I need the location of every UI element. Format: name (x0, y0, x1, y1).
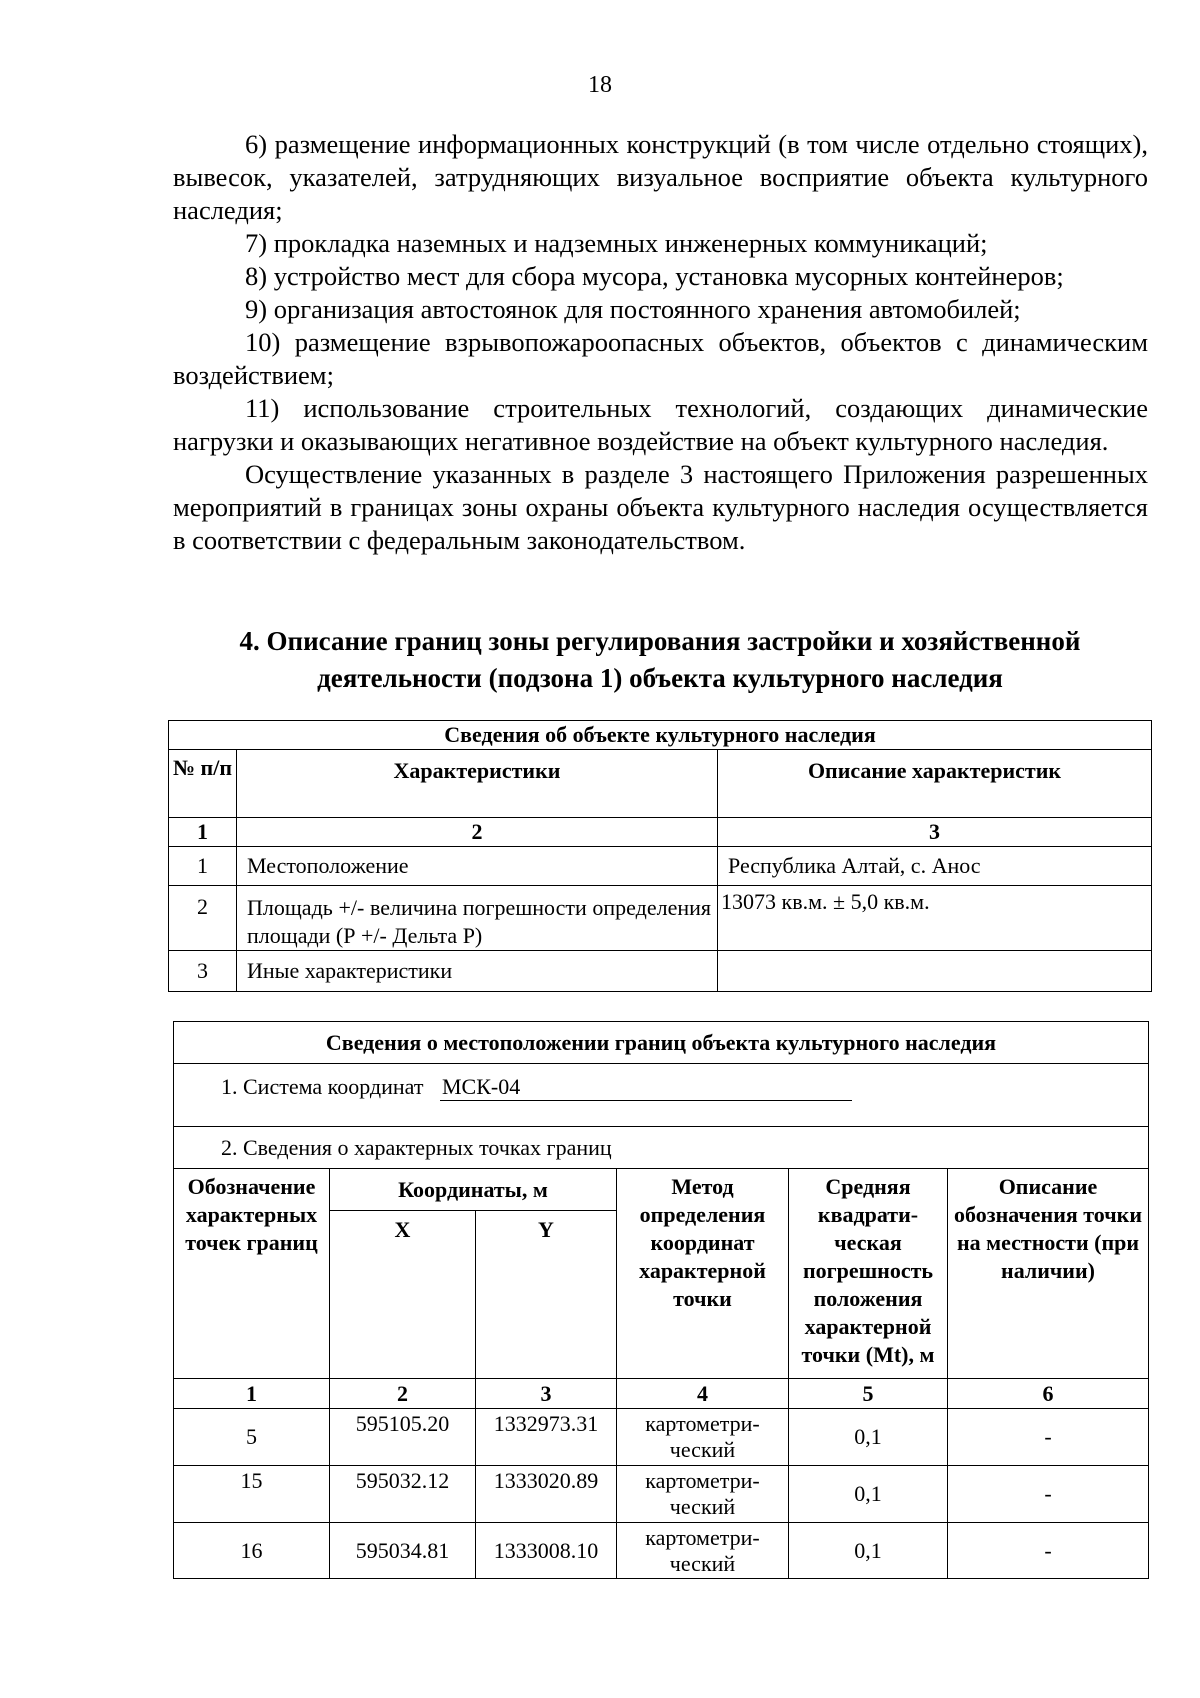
header-x: X (330, 1211, 476, 1379)
column-number-2: 2 (330, 1379, 476, 1409)
header-y: Y (476, 1211, 617, 1379)
coordinate-system-value: МСК-04 (440, 1074, 852, 1101)
points-section-label: 2. Сведения о характерных точках границ (174, 1127, 1149, 1169)
coord-y: 1333008.10 (476, 1523, 617, 1579)
coord-y: 1332973.31 (476, 1409, 617, 1466)
table-row (169, 847, 1152, 886)
paragraph-item-7: 7) прокладка наземных и надземных инженерных коммуникаций; (245, 228, 988, 258)
table-row (169, 886, 1152, 951)
error: 0,1 (789, 1523, 948, 1579)
method: картометри-ческий (617, 1466, 789, 1523)
coord-x: 595034.81 (330, 1523, 476, 1579)
point-id: 5 (174, 1409, 330, 1466)
header-method: Метод определения координат характерной точки (617, 1169, 789, 1379)
point-description: - (948, 1409, 1149, 1466)
table-row (174, 1409, 1149, 1466)
header-number: № п/п (169, 750, 237, 818)
paragraph-item-9: 9) организация автостоянок для постоянного хранения автомобилей; (245, 294, 1021, 324)
error: 0,1 (789, 1409, 948, 1466)
section-title (180, 623, 1140, 697)
column-number-1: 1 (169, 818, 237, 847)
column-number-4: 4 (617, 1379, 789, 1409)
characteristic-other: Иные характеристики (237, 951, 718, 992)
page-number: 18 (588, 72, 612, 98)
error: 0,1 (789, 1466, 948, 1523)
header-characteristics: Характеристики (237, 750, 718, 818)
paragraph-item-10: 10) размещение взрывопожароопасных объектов, объектов с динамическим воздействием; (173, 327, 1148, 390)
table-row (174, 1466, 1149, 1523)
point-id: 16 (174, 1523, 330, 1579)
section-title-line-1: 4. Описание границ зоны регулирования застройки и хозяйственной (239, 626, 1081, 656)
table-row (169, 951, 1152, 992)
column-number-3: 3 (476, 1379, 617, 1409)
row-number: 3 (169, 951, 237, 992)
column-number-3: 3 (718, 818, 1152, 847)
header-coordinates: Координаты, м (330, 1169, 617, 1211)
boundary-table-caption: Сведения о местоположении границ объекта культурного наследия (174, 1022, 1149, 1064)
point-description: - (948, 1523, 1149, 1579)
coord-x: 595105.20 (330, 1409, 476, 1466)
coord-x: 595032.12 (330, 1466, 476, 1523)
paragraph-implementation: Осуществление указанных в разделе 3 настоящего Приложения разрешенных мероприятий в границах зоны охраны объекта культурного наследия осуществляется в соответствии с федеральным законодательством. (173, 459, 1148, 555)
column-number-5: 5 (789, 1379, 948, 1409)
coord-y: 1333020.89 (476, 1466, 617, 1523)
header-point-description: Описание обозначения точки на местности (при наличии) (948, 1169, 1149, 1379)
characteristic-area: Площадь +/- величина погрешности определения площади (Р +/- Дельта Р) (237, 886, 718, 951)
boundary-info-table (173, 1021, 1149, 1579)
method: картометри-ческий (617, 1409, 789, 1466)
section-title-line-2: деятельности (подзона 1) объекта культурного наследия (317, 663, 1003, 693)
row-number: 2 (169, 886, 237, 951)
table-row (174, 1523, 1149, 1579)
characteristic-location: Местоположение (237, 847, 718, 886)
paragraph-item-11: 11) использование строительных технологий, создающих динамические нагрузки и оказывающих негативное воздействие на объект культурного наследия. (173, 393, 1148, 456)
coordinate-system-label: 1. Система координат (221, 1074, 424, 1099)
location-value: Республика Алтай, с. Анос (718, 847, 1152, 886)
object-info-table (168, 720, 1152, 992)
header-error: Средняя квадрати-ческая погрешность положения характерной точки (Mt), м (789, 1169, 948, 1379)
header-description: Описание характеристик (718, 750, 1152, 818)
header-designation: Обозначение характерных точек границ (174, 1169, 330, 1379)
area-value: 13073 кв.м. ± 5,0 кв.м. (718, 886, 1152, 951)
column-number-1: 1 (174, 1379, 330, 1409)
column-number-2: 2 (237, 818, 718, 847)
point-id: 15 (174, 1466, 330, 1523)
paragraph-item-8: 8) устройство мест для сбора мусора, установка мусорных контейнеров; (245, 261, 1064, 291)
paragraph-item-6: 6) размещение информационных конструкций (в том числе отдельно стоящих), вывесок, указателей, затрудняющих визуальное восприятие объекта культурного наследия; (173, 129, 1148, 225)
other-value (718, 951, 1152, 992)
object-table-caption: Сведения об объекте культурного наследия (169, 721, 1152, 750)
coordinate-system (174, 1064, 1149, 1127)
body-text (173, 128, 1148, 557)
method: картометри-ческий (617, 1523, 789, 1579)
point-description: - (948, 1466, 1149, 1523)
row-number: 1 (169, 847, 237, 886)
column-number-6: 6 (948, 1379, 1149, 1409)
